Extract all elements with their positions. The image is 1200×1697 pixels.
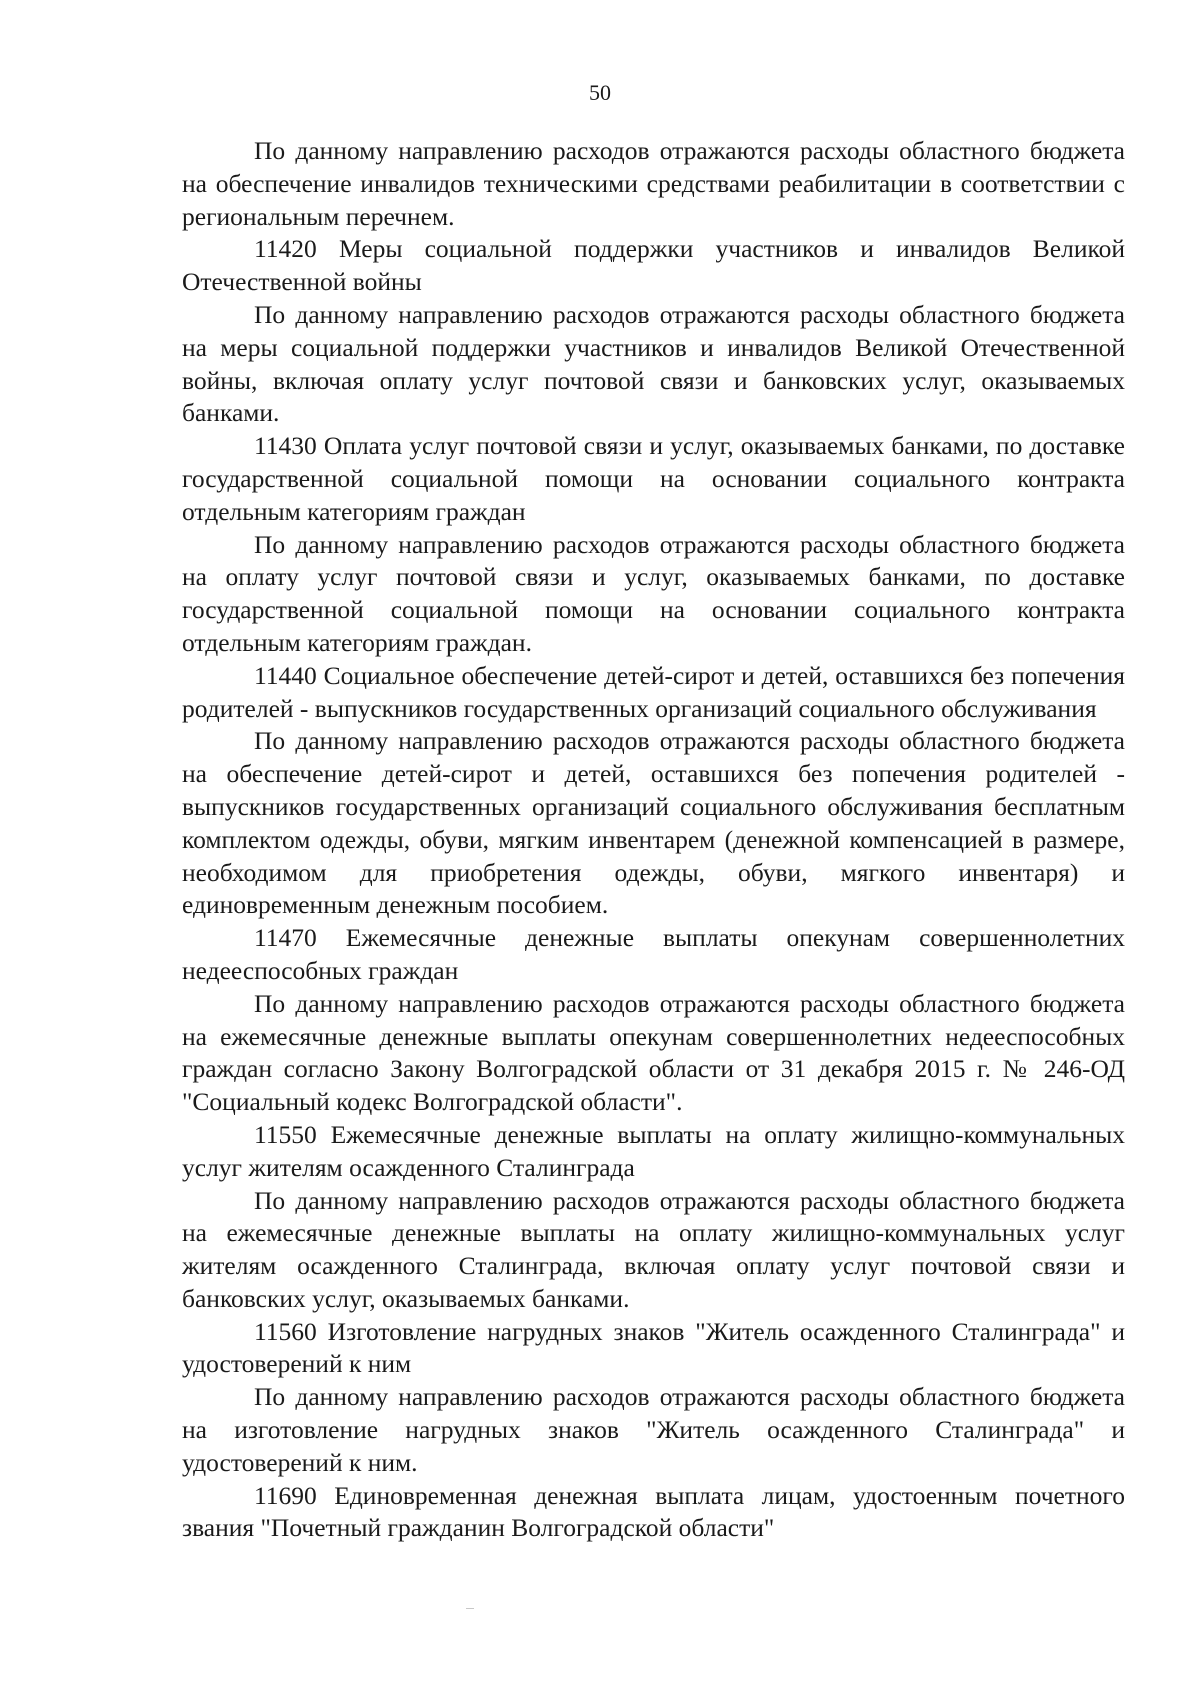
paragraph-body: По данному направлению расходов отражаются расходы областного бюджета на меры социальной поддержки участников и инвалидов Великой Отечественной войны, включая оплату услуг почтовой связи и банковских услуг, оказываемых банками. [182, 299, 1125, 428]
section-heading-11430: 11430 Оплата услуг почтовой связи и услуг, оказываемых банками, по доставке государственной социальной помощи на основании социального контракта отдельным категориям граждан [182, 431, 1125, 526]
page-number: 50 [589, 80, 611, 105]
section-heading-11420: 11420 Меры социальной поддержки участников и инвалидов Великой Отечественной войны [182, 234, 1125, 297]
paragraph-body: По данному направлению расходов отражаются расходы областного бюджета на изготовление нагрудных знаков "Житель осажденного Сталинграда" и удостоверений к ним. [182, 1382, 1125, 1477]
section-heading-11470: 11470 Ежемесячные денежные выплаты опекунам совершеннолетних недееспособных граждан [182, 923, 1125, 985]
section-heading-11560: 11560 Изготовление нагрудных знаков "Житель осажденного Сталинграда" и удостоверений к ним [182, 1316, 1125, 1379]
section-heading-11440: 11440 Социальное обеспечение детей-сирот и детей, оставшихся без попечения родителей - выпускников государственных организаций социального обслуживания [182, 660, 1125, 723]
scan-artifact [466, 1608, 474, 1609]
section-heading-11550: 11550 Ежемесячные денежные выплаты на оплату жилищно-коммунальных услуг жителям осажденного Сталинграда [182, 1119, 1125, 1182]
paragraph-body: По данному направлению расходов отражаются расходы областного бюджета на ежемесячные денежные выплаты опекунам совершеннолетних недееспособных граждан согласно Закону Волгоградской области от 31 декабря 2015 г. № 246-ОД "Социальный кодекс Волгоградской области". [182, 988, 1125, 1117]
document-body [182, 135, 1125, 1545]
paragraph-body: По данному направлению расходов отражаются расходы областного бюджета на обеспечение инвалидов техническими средствами реабилитации в соответствии с региональным перечнем. [182, 136, 1125, 231]
paragraph-body: По данному направлению расходов отражаются расходы областного бюджета на ежемесячные денежные выплаты на оплату жилищно-коммунальных услуг жителям осажденного Сталинграда, включая оплату услуг почтовой связи и банковских услуг, оказываемых банками. [182, 1185, 1125, 1313]
paragraph-body: По данному направлению расходов отражаются расходы областного бюджета на оплату услуг почтовой связи и услуг, оказываемых банками, по доставке государственной социальной помощи на основании социального контракта отдельным категориям граждан. [182, 529, 1125, 657]
section-heading-11690: 11690 Единовременная денежная выплата лицам, удостоенным почетного звания "Почетный гражданин Волгоградской области" [182, 1480, 1125, 1543]
paragraph-body: По данному направлению расходов отражаются расходы областного бюджета на обеспечение детей-сирот и детей, оставшихся без попечения родителей - выпускников государственных организаций социального обслуживания бесплатным комплектом одежды, обуви, мягким инвентарем (денежной компенсацией в размере, необходимом для приобретения одежды, обуви, мягкого инвентаря) и единовременным денежным пособием. [182, 726, 1125, 920]
